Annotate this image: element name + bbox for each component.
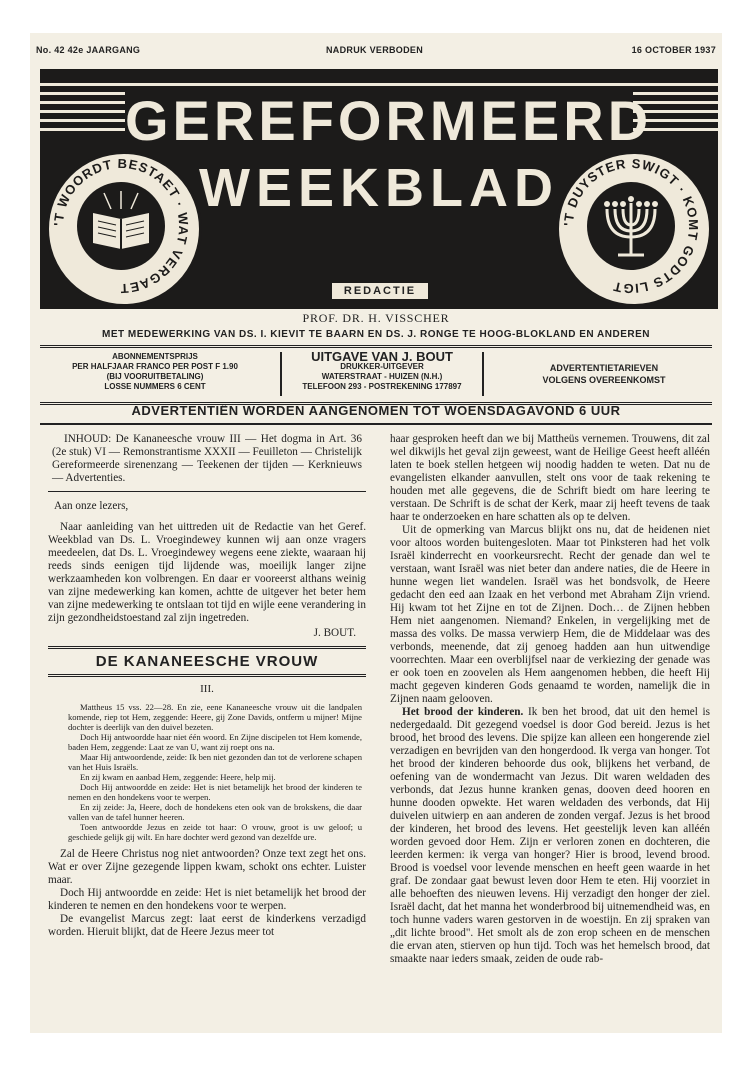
body-paragraph	[390, 706, 710, 966]
scripture-verse: Maar Hij antwoordende, zeide: Ik ben niet gezonden dan tot de verlorene schapen van het Huis Israëls.	[68, 752, 362, 772]
publisher-info	[280, 349, 484, 396]
newspaper-page	[30, 33, 722, 1033]
section-number: III.	[200, 683, 214, 695]
left-column	[48, 433, 366, 939]
letter-text: Naar aanleiding van het uittreden uit de Redactie van het Geref. Weekblad van Ds. L. Vroegindewey kunnen wij aan onze vragers meedeelen, dat Ds. L. Vroegindewey wegens eene ziekte, waaraan hij reeds sinds eenigen tijd lijdende was, moeilijk langer zijne werkzaamheden kon volbrengen. En daar er vooreerst althans weinig van zijne medewerking kan komen, achtte de uitgever het beter hem van zijne medewerking te ontslaan tot tijd en wijle eene verandering in zijn gezondheidstoestand zal zijn ingetreden.	[48, 521, 366, 624]
salutation: Aan onze lezers,	[54, 500, 129, 512]
advertising-title: ADVERTENTIETARIEVEN	[549, 363, 659, 373]
scripture-passage	[48, 702, 366, 842]
publisher-phone: TELEFOON 293 - POSTREKENING 177897	[302, 382, 462, 391]
paragraph-text: Ik ben het brood, dat uit den hemel is nedergedaald. Dit gezegend voedsel is door God bereid. Jezus is het brood, het brood des levens. Die spijze kan alleen een hongerende ziel verzadigen en bevrijden van den hongerdood. Ik verga van honger. Tot het brood der kinderen behoorde dus ook, blijkens het verband, de oefening van de wondermacht van Jezus. Dit waren weldaden des verbonds, dat Jezus hunne kranken genas, dooven deed hooren en hunne dooden opwekte. Het waren weldaden des verbonds, dat Hij duivelen uitwierp en aan anderen de zonden vergaf. Jezus is het brood der kinderen, het brood des levens. Het geestelijk leven kan alléén worden gevoed door Hem. Zijn er verloren zonen en dochteren, die leerden kermen: ik verga van honger? Hier is brood, levend brood. Brood is voedsel voor levende menschen en heeft geen waarde in het graf. De zondaar gaat bewust leven door Hem te eten. Hij voorziet in alle behoeften des nieuwen levens. Hij verzadigt den honger der ziel. Israël dacht, dat het manna het wonderbrood bij uitnemendheid was, en toch hunne vaders waren gestorven in de woestijn. En zij spraken van „dit lichte brood". Het smolt als de zon erop scheen en de menschen die ervan aten, stierven op hun tijd. Toch was het hemelsch brood, dat smaakte naar ieders smaak, zeiden de oude rab-	[390, 706, 711, 965]
masthead-title-line1: GEREFORMEERD	[125, 89, 653, 152]
body-paragraph: haar gesproken heeft dan we bij Mattheüs vernemen. Trouwens, dit zal wel dikwijls het geval zijn geweest, want de Heilige Geest heeft alléén laten te boek stellen hetgeen wij noodig hadden te weten. Dat nu de evangelisten elkander aanvullen, stelt ons voor de taak rekening te houden met alle gegevens, die de Schrift biedt om hare leering te verstaan. De Schrift is de schat der Kerk, maar zij heeft tevens de taak haar te onderzoeken en hare schatten als op te delven.	[390, 433, 710, 523]
advertising-rates	[490, 362, 718, 386]
cooperation-line: MET MEDEWERKING VAN DS. I. KIEVIT TE BAARN EN DS. J. RONGE TE HOOG-BLOKLAND EN ANDEREN	[101, 329, 651, 340]
scripture-verse: En zij zeide: Ja, Heere, doch de hondekens eten ook van de brokskens, die daar vallen van de tafel hunner heeren.	[68, 802, 362, 822]
contents-text: INHOUD: De Kananeesche vrouw III — Het dogma in Art. 36 (2e stuk) VI — Remonstrantisme XXXII — Feuilleton — Christelijk Gereformeerde sirenenzang — Teekenen der tijden — Kerknieuws — Advertenties.	[52, 433, 362, 484]
subscription-note: (BIJ VOORUITBETALING)	[106, 372, 204, 381]
subscription-info	[40, 352, 270, 392]
body-paragraph: De evangelist Marcus zegt: laat eerst de kinderkens verzadigd worden. Hieruit blijkt, dat de Heere Jezus meer tot	[48, 913, 366, 938]
publisher-title: UITGAVE VAN J. BOUT	[311, 349, 453, 364]
advertising-note: VOLGENS OVEREENKOMST	[542, 375, 666, 385]
seal-left-text: 'T WOORDT BESTAET · WAT VERGAET	[50, 155, 192, 297]
editor-name: PROF. DR. H. VISSCHER	[302, 311, 450, 325]
table-of-contents	[48, 433, 366, 492]
info-bar	[40, 345, 712, 405]
scripture-verse: Doch Hij antwoordde haar niet één woord. En Zijne discipelen tot Hem komende, baden Hem, zeggende: Laat ze van U, want zij roept ons na.	[68, 732, 362, 752]
scripture-verse: Mattheus 15 vss. 22—28. En zie, eene Kananeesche vrouw uit die landpalen komende, riep tot Hem, zeggende: Heere, gij Zone Davids, ontferm u mijner! Mijne dochter is deerlijk van den duivel bezeten.	[68, 702, 362, 732]
subscription-price: PER HALFJAAR FRANCO PER POST F 1.90	[72, 362, 238, 371]
issue-date: 16 OCTOBER 1937	[631, 45, 716, 55]
redactie-label: REDACTIE	[330, 281, 430, 301]
seal-right-text: 'T DUYSTER SWIGT · KOMT GODTS LIGT	[560, 155, 702, 297]
advertisement-banner: ADVERTENTIËN WORDEN AANGENOMEN TOT WOENSDAGAVOND 6 UUR	[40, 403, 712, 425]
single-issue-price: LOSSE NUMMERS 6 CENT	[104, 382, 206, 391]
body-paragraph: Doch Hij antwoordde en zeide: Het is niet betamelijk het brood der kinderen te nemen en den hondekens voor te werpen.	[48, 887, 366, 912]
publisher-role: DRUKKER-UITGEVER	[340, 362, 424, 371]
letter-signature: J. BOUT.	[313, 627, 356, 639]
masthead	[40, 69, 718, 309]
scripture-verse: Doch Hij antwoordde en zeide: Het is niet betamelijk het brood der kinderen te nemen en den hondekens voor te werpen.	[68, 782, 362, 802]
paragraph-lead: Het brood der kinderen.	[402, 706, 524, 718]
body-paragraph: Uit de opmerking van Marcus blijkt ons nu, dat de heidenen niet voor altoos worden buitengesloten. Maar tot Pinksteren had het volk Israël kinderrecht en voorkeursrecht. Recht der genade dan wel te verstaan, want Israël was niet beter dan andere naties, die de Heere in hunne wegen liet wandelen. Israël was het bondsvolk, de Heere gedacht den eed aan Izaak en het verbond met Abraham Zijn vriend. Hij kwam tot het Zijne en tot de Zijnen. Doch… de Zijnen hebben Hem niet aangenomen. Niemand? Enkelen, in vergelijking met de massa des volks. De massa verwierp Hem, die de Middelaar was des verbonds, meenende, dat zij genoeg hadden aan hun uitwendige voorrechten. Maar een overblijfsel naar de verkiezing der genade was er ook toen en zoovelen als Hem aangenomen hebben, die heeft Hij macht gegeven kinderen Gods genaamd te worden, namelijk die in Zijnen naam gelooven.	[390, 524, 710, 705]
issue-number: No. 42 42e JAARGANG	[36, 45, 141, 55]
masthead-title-line2: WEEKBLAD	[199, 158, 559, 218]
section-title: DE KANANEESCHE VROUW	[48, 646, 366, 677]
reprint-notice: NADRUK VERBODEN	[326, 45, 424, 55]
scripture-verse: En zij kwam en aanbad Hem, zeggende: Heere, help mij.	[80, 772, 276, 782]
scripture-verse: Toen antwoordde Jezus en zeide tot haar: O vrouw, groot is uw geloof; u geschiede gelijk gij wilt. En hare dochter werd gezond van dezelfde ure.	[68, 822, 362, 842]
seal-left	[46, 151, 202, 307]
publisher-address: WATERSTRAAT - HUIZEN (N.H.)	[321, 372, 443, 381]
subscription-title: ABONNEMENTSPRIJS	[112, 352, 198, 361]
right-column	[390, 433, 710, 966]
seal-right	[556, 151, 712, 307]
body-paragraph: Zal de Heere Christus nog niet antwoorden? Onze text zegt het ons. Wat er over Zijne gezegende lippen kwam, schokt ons echter. Luister maar.	[48, 848, 366, 886]
top-line	[36, 45, 716, 59]
